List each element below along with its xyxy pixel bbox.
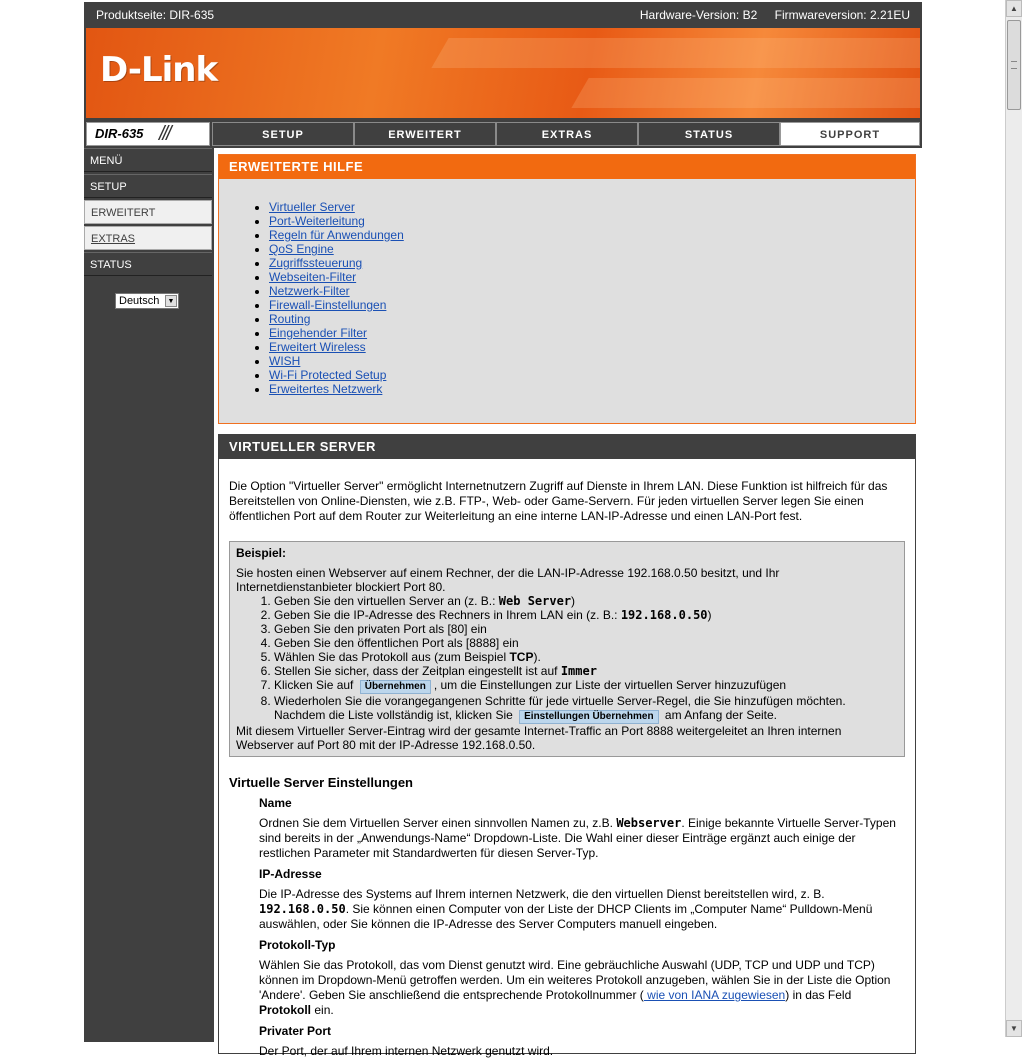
list-item <box>269 326 404 340</box>
help-link-routing[interactable]: Routing <box>269 312 311 326</box>
iana-link[interactable]: wie von IANA zugewiesen <box>643 988 786 1002</box>
tab-extras[interactable]: EXTRAS <box>496 122 638 146</box>
ip-help <box>229 867 905 932</box>
model-name: DIR-635 <box>95 126 144 141</box>
list-item <box>269 228 404 242</box>
help-link-port-forwarding[interactable]: Port-Weiterleitung <box>269 214 365 228</box>
product-page-label: Produktseite: DIR-635 <box>96 8 215 22</box>
help-link-virtual-server[interactable]: Virtueller Server <box>269 200 355 214</box>
help-link-firewall[interactable]: Firewall-Einstellungen <box>269 298 387 312</box>
list-item: 5. Wählen Sie das Protokoll aus (zum Beispiel TCP). <box>274 650 898 664</box>
main-content <box>214 148 922 1058</box>
help-link-inbound-filter[interactable]: Eingehender Filter <box>269 326 368 340</box>
list-item <box>269 200 404 214</box>
list-item: 7. Klicken Sie auf Übernehmen , um die Einstellungen zur Liste der virtuellen Server hinzuzufügen <box>274 678 898 694</box>
list-item <box>269 312 404 326</box>
language-select[interactable] <box>115 293 179 309</box>
dlink-logo: D-Link <box>100 50 218 90</box>
apply-button-label: Übernehmen <box>360 680 431 694</box>
list-item: 6. Stellen Sie sicher, dass der Zeitplan eingestellt ist auf Immer <box>274 664 898 678</box>
help-link-website-filter[interactable]: Webseiten-Filter <box>269 270 357 284</box>
list-item <box>269 340 404 354</box>
scrollbar-thumb[interactable] <box>1007 20 1021 110</box>
example-summary: Mit diesem Virtueller Server-Eintrag wird der gesamte Internet-Traffic an Port 8888 weitergeleitet an Ihren internen Webserver auf Port 80 mit der IP-Adresse 192.168.0.50. <box>236 724 842 752</box>
sidebar-item-erweitert[interactable]: ERWEITERT <box>84 200 212 224</box>
name-text: Ordnen Sie dem Virtuellen Server einen sinnvollen Namen zu, z.B. Webserver. Einige bekannte Virtuelle Server-Typen sind bereits in der „Anwendungs-Name“ Dropdown-Liste. Die Wahl einer dieser Einträge ergänzt auch einige der restlichen Parameter mit Standardwerten für diesen Server-Typ. <box>259 816 896 860</box>
scroll-down-arrow-icon[interactable]: ▼ <box>1006 1020 1022 1037</box>
list-item: 1. Geben Sie den virtuellen Server an (z. B.: Web Server) <box>274 594 898 608</box>
list-item: 3. Geben Sie den privaten Port als [80] ein <box>274 622 898 636</box>
example-lead: Sie hosten einen Webserver auf einem Rechner, der die LAN-IP-Adresse 192.168.0.50 besitzt, und Ihr Internetdienstanbieter blockiert Port 80. <box>236 566 780 594</box>
hardware-version: Hardware-Version: B2 <box>639 8 758 22</box>
name-heading: Name <box>259 796 292 810</box>
advanced-help-box <box>218 154 916 424</box>
virtual-server-intro: Die Option "Virtueller Server" ermöglicht Internetnutzern Zugriff auf Dienste in Ihrem LAN. Diese Funktion ist hilfreich für das Bereitstellen von Online-Diensten, wie z.B. FTP-, Web- oder Game-Servern. Für jeden virtuellen Server legen Sie einen öffentlichen Port auf dem Router zur Weiterleitung an eine interne LAN-IP-Adresse und einen LAN-Port fest. <box>229 479 888 523</box>
private-port-heading: Privater Port <box>259 1024 332 1038</box>
sidebar-item-menu[interactable]: MENÜ <box>84 148 212 172</box>
help-link-access-control[interactable]: Zugriffssteuerung <box>269 256 363 270</box>
version-info <box>626 8 910 22</box>
language-value: Deutsch <box>119 295 160 307</box>
ip-text: Die IP-Adresse des Systems auf Ihrem internen Netzwerk, die den virtuellen Dienst bereitstellen wird, z. B. 192.168.0.50. Sie können einen Computer von der Liste der DHCP Clients im „Computer Name“ Pulldown-Menü auswählen, oder Sie können die IP-Adresse des Server Computers manuell eingeben. <box>259 887 873 931</box>
protocol-text: Wählen Sie das Protokoll, das vom Dienst genutzt wird. Eine gebräuchliche Auswahl (UDP, TCP und UDP und TCP) können im Dropdown-Menü getroffen werden. Um ein weiteres Protokoll anzugeben, wählen Sie in der Liste die Option 'Andere'. Geben Sie anschließend die entsprechende Protokollnummer ( wie von IANA zugewiesen) in das Feld Protokoll ein. <box>259 958 891 1017</box>
help-link-advanced-network[interactable]: Erweitertes Netzwerk <box>269 382 383 396</box>
virtual-server-section <box>218 434 916 1058</box>
list-item <box>269 270 404 284</box>
list-item <box>269 256 404 270</box>
help-link-advanced-wireless[interactable]: Erweitert Wireless <box>269 340 366 354</box>
list-item <box>269 354 404 368</box>
sidebar-menu <box>84 148 212 278</box>
tab-setup[interactable]: SETUP <box>212 122 354 146</box>
list-item <box>269 298 404 312</box>
tab-support[interactable]: SUPPORT <box>780 122 920 146</box>
sidebar-item-setup[interactable]: SETUP <box>84 174 212 198</box>
list-item <box>269 368 404 382</box>
help-link-wish[interactable]: WISH <box>269 354 301 368</box>
top-info-bar <box>84 2 922 28</box>
tab-erweitert[interactable]: ERWEITERT <box>354 122 496 146</box>
model-badge <box>86 122 210 146</box>
help-link-qos-engine[interactable]: QoS Engine <box>269 242 334 256</box>
help-link-wps[interactable]: Wi-Fi Protected Setup <box>269 368 387 382</box>
help-link-list <box>219 200 404 396</box>
slashes-decoration: /// <box>159 123 170 145</box>
private-port-text: Der Port, der auf Ihrem internen Netzwerk genutzt wird. <box>259 1044 554 1058</box>
name-help <box>229 796 905 861</box>
router-page-frame <box>84 2 922 1058</box>
sidebar-item-status[interactable]: STATUS <box>84 252 212 276</box>
firmware-version: Firmwareversion: 2.21EU <box>774 8 910 22</box>
example-box <box>229 541 905 757</box>
advanced-help-title: ERWEITERTE HILFE <box>219 155 915 179</box>
list-item <box>269 284 404 298</box>
protocol-heading: Protokoll-Typ <box>259 938 336 952</box>
scroll-up-arrow-icon[interactable]: ▲ <box>1006 0 1022 17</box>
list-item <box>269 214 404 228</box>
virtual-server-title: VIRTUELLER SERVER <box>219 435 915 459</box>
list-item: 4. Geben Sie den öffentlichen Port als [8888] ein <box>274 636 898 650</box>
help-link-network-filter[interactable]: Netzwerk-Filter <box>269 284 350 298</box>
list-item <box>269 382 404 396</box>
tab-status[interactable]: STATUS <box>638 122 780 146</box>
example-steps <box>236 594 898 724</box>
private-port-help <box>229 1024 905 1059</box>
list-item: 2. Geben Sie die IP-Adresse des Rechners in Ihrem LAN ein (z. B.: 192.168.0.50) <box>274 608 898 622</box>
example-title: Beispiel: <box>236 546 287 560</box>
header-banner <box>86 28 920 118</box>
settings-title: Virtuelle Server Einstellungen <box>229 775 413 790</box>
sidebar-item-extras[interactable]: EXTRAS <box>84 226 212 250</box>
list-item: 8. Wiederholen Sie die vorangegangenen Schritte für jede virtuelle Server-Regel, die Sie hinzufügen möchten. Nachdem die Liste vollständig ist, klicken Sie Einstellungen Übernehmen am Anfang der Seite. <box>274 694 898 724</box>
chevron-down-icon[interactable]: ▼ <box>165 295 177 307</box>
ip-heading: IP-Adresse <box>259 867 322 881</box>
save-settings-button-label: Einstellungen Übernehmen <box>519 710 658 724</box>
virtual-server-settings-help <box>229 775 905 1059</box>
list-item <box>269 242 404 256</box>
vertical-scrollbar[interactable] <box>1005 0 1022 1037</box>
protocol-help <box>229 938 905 1018</box>
help-link-app-rules[interactable]: Regeln für Anwendungen <box>269 228 404 242</box>
